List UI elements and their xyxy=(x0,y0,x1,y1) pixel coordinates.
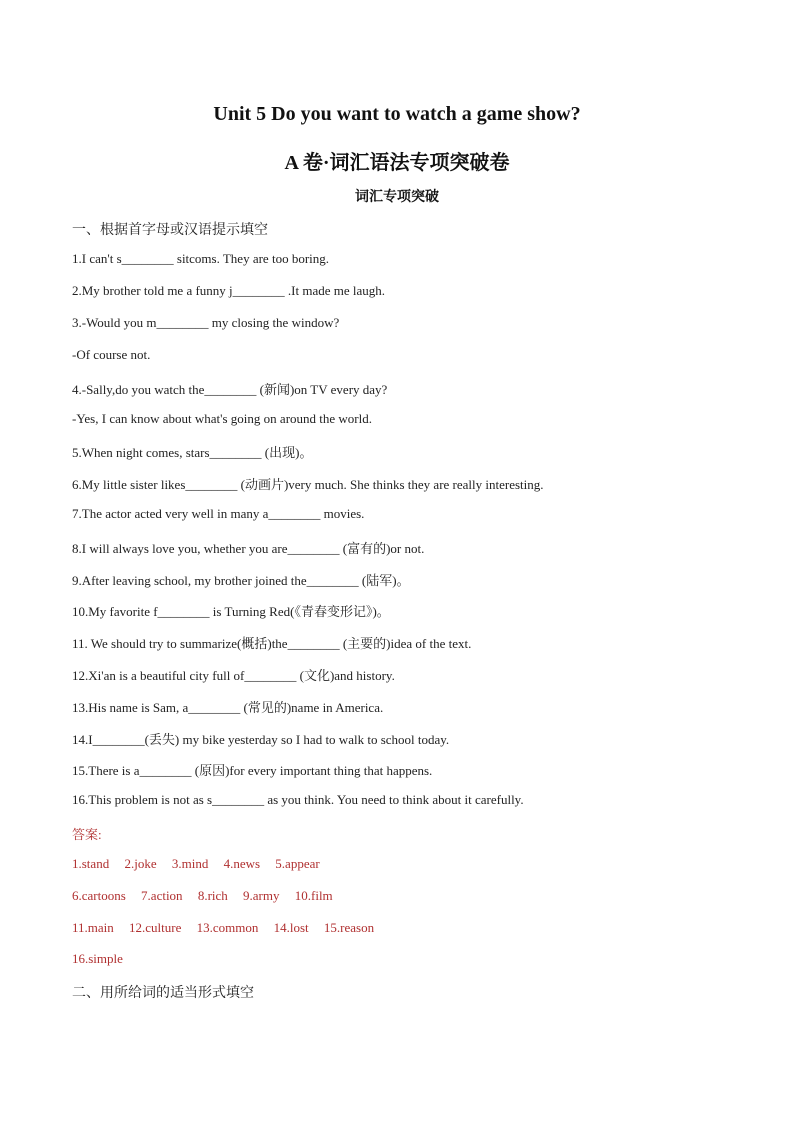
part1-heading: 一、根据首字母或汉语提示填空 xyxy=(72,223,268,238)
question-line: 9.After leaving school, my brother joined the________ (陆军)。 xyxy=(72,573,410,588)
answer-item: 7.action xyxy=(141,888,183,903)
question-line: -Yes, I can know about what's going on around the world. xyxy=(72,411,372,426)
answer-label: 答案: xyxy=(72,827,102,842)
question-line: 6.My little sister likes________ (动画片)very much. She thinks they are really interesting. xyxy=(72,477,544,492)
question-line: 3.-Would you m________ my closing the window? xyxy=(72,315,340,330)
page-subtitle: A 卷·词汇语法专项突破卷 xyxy=(284,152,510,174)
question-line: 13.His name is Sam, a________ (常见的)name in America. xyxy=(72,700,384,715)
answer-item: 2.joke xyxy=(124,856,157,871)
answer-item: 8.rich xyxy=(197,888,228,903)
question-line: 16.This problem is not as s________ as you think. You need to think about it carefully. xyxy=(72,792,524,807)
answer-row xyxy=(72,920,386,936)
answer-item: 10.film xyxy=(294,888,333,903)
question-line: 2.My brother told me a funny j________ .It made me laugh. xyxy=(72,283,386,298)
answer-item: 16.simple xyxy=(72,951,123,966)
question-line: 15.There is a________ (原因)for every important thing that happens. xyxy=(72,763,433,778)
answer-item: 1.stand xyxy=(72,856,110,871)
section-label: 词汇专项突破 xyxy=(355,190,439,205)
question-line: 11. We should try to summarize(概括)the________ (主要的)idea of the text. xyxy=(72,636,472,651)
answer-item: 12.culture xyxy=(129,920,182,935)
answer-row xyxy=(72,856,332,872)
question-line: 12.Xi'an is a beautiful city full of________ (文化)and history. xyxy=(72,668,395,683)
answer-item: 6.cartoons xyxy=(72,888,126,903)
answer-item: 13.common xyxy=(196,920,259,935)
answer-item: 3.mind xyxy=(171,856,209,871)
answer-row xyxy=(72,951,135,967)
question-line: -Of course not. xyxy=(72,347,151,362)
answer-item: 9.army xyxy=(243,888,280,903)
question-line: 8.I will always love you, whether you are________ (富有的)or not. xyxy=(72,541,425,556)
question-line: 5.When night comes, stars________ (出现)。 xyxy=(72,445,313,460)
question-line: 14.I________(丢失) my bike yesterday so I had to walk to school today. xyxy=(72,732,450,747)
part2-heading: 二、用所给词的适当形式填空 xyxy=(72,986,254,1001)
answer-item: 5.appear xyxy=(275,856,320,871)
question-line: 1.I can't s________ sitcoms. They are too boring. xyxy=(72,251,330,266)
answer-item: 4.news xyxy=(223,856,261,871)
page-title: Unit 5 Do you want to watch a game show? xyxy=(213,103,581,125)
question-line: 10.My favorite f________ is Turning Red(《青春变形记》)。 xyxy=(72,604,390,619)
answer-item: 15.reason xyxy=(323,920,375,935)
answer-item: 14.lost xyxy=(273,920,309,935)
answer-item: 11.main xyxy=(72,920,114,935)
answer-row xyxy=(72,888,345,904)
question-line: 7.The actor acted very well in many a________ movies. xyxy=(72,506,365,521)
question-line: 4.-Sally,do you watch the________ (新闻)on TV every day? xyxy=(72,382,388,397)
